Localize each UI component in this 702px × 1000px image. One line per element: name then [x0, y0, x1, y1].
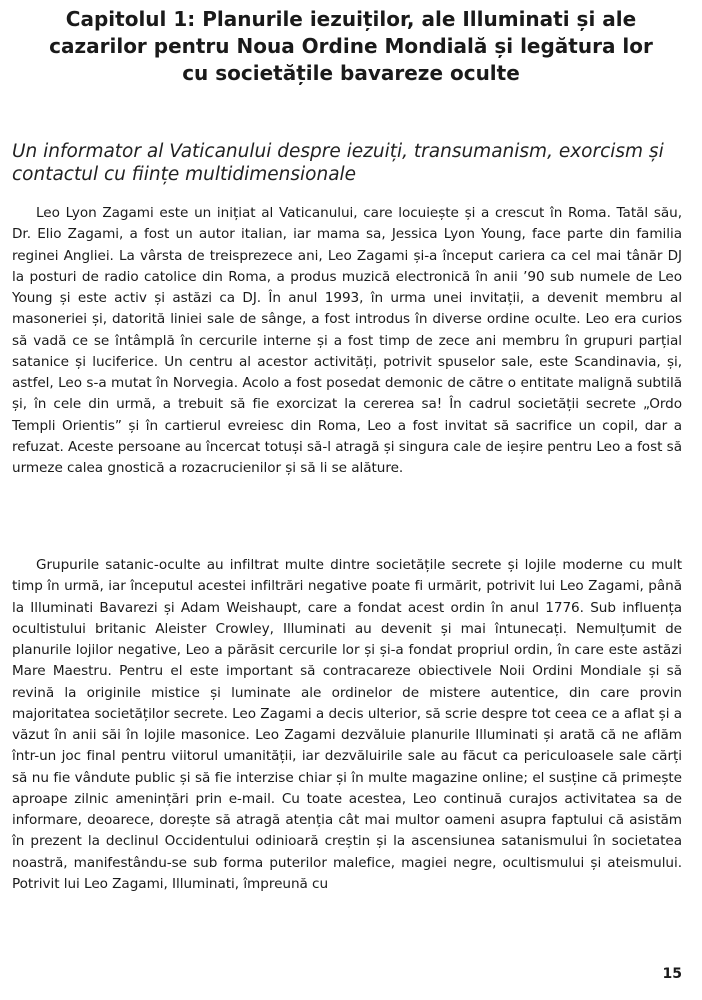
chapter-title: Capitolul 1: Planurile iezuiților, ale Illuminati și ale cazarilor pentru Noua Ordine Mondială și legătura lor cu societățile bavareze oculte	[49, 7, 653, 85]
section-subtitle: Un informator al Vaticanului despre iezuiți, transumanism, exorcism și contactul cu ființe multidimensionale	[12, 141, 664, 185]
page-number: 15	[662, 966, 682, 982]
body-paragraph: Leo Lyon Zagami este un inițiat al Vaticanului, care locuiește și a crescut în Roma. Tatăl său, Dr. Elio Zagami, a fost un autor italian, iar mama sa, Jessica Lyon Young, face parte din familia reginei Angliei. La vârsta de treisprezece ani, Leo Zagami și-a început cariera ca cel mai tânăr DJ la posturi de radio catolice din Roma, a produs muzică electronică în anii ’90 sub numele de Leo Young și este activ și astăzi ca DJ. În anul 1993, în urma unei invitații, a devenit membru al masoneriei și, datorită liniei sale de sânge, a fost introdus în diverse ordine oculte. Leo era curios să vadă ce se întâmplă în cercurile interne și a fost timp de zece ani membru în grupuri parțial satanice și luciferice. Un centru al acestor activități, potrivit spuselor sale, este Scandinavia, și, astfel, Leo s-a mutat în Norvegia. Acolo a fost posedat demonic de către o entitate malignă subtilă și, în cele din urmă, a trebuit să fie exorcizat la cererea sa! În cadrul societății secrete „Ordo Templi Orientis” și în cartierul evreiesc din Roma, Leo a fost invitat să sacrifice un copil, dar a refuzat. Aceste persoane au încercat totuși să-l atragă și singura cale de ieșire pentru Leo a fost să urmeze calea gnostică a rozacrucienilor și să li se alăture.	[12, 205, 682, 476]
body-paragraph: Grupurile satanic-oculte au infiltrat multe dintre societățile secrete și lojile moderne cu mult timp în urmă, iar începutul acestei infiltrări negative poate fi urmărit, potrivit lui Leo Zagami, până la Illuminati Bavarezi și Adam Weishaupt, care a fondat acest ordin în anul 1776. Sub influența ocultistului britanic Aleister Crowley, Illuminati au devenit și mai întunecați. Nemulțumit de planurile lojilor negative, Leo a părăsit cercurile lor și și-a fondat propriul ordin, în care este astăzi Mare Maestru. Pentru el este important să contracareze obiectivele Noii Ordini Mondiale și să revină la originile mistice și luminate ale ordinelor de mistere autentice, din care provin majoritatea societăților secrete. Leo Zagami a decis ulterior, să scrie despre tot ceea ce a aflat și a văzut în anii săi în lojile masonice. Leo Zagami dezvăluie planurile Illuminati și arată că ne aflăm într-un joc final pentru viitorul umanității, iar dezvăluirile sale au făcut ca periculoasele sale cărți să nu fie vândute public și să fie interzise chiar și în multe magazine online; el susține că primește aproape zilnic amenințări prin e-mail. Cu toate acestea, Leo continuă curajos activitatea sa de informare, deoarece, dorește să atragă atenția cât mai multor oameni asupra faptului că asistăm în prezent la declinul Occidentului odinioară creștin și la ascensiunea satanismului în societatea noastră, manifestându-se sub forma puterilor malefice, magiei negre, ocultismului și ateismului. Potrivit lui Leo Zagami, Illuminati, împreună cu	[12, 557, 682, 892]
